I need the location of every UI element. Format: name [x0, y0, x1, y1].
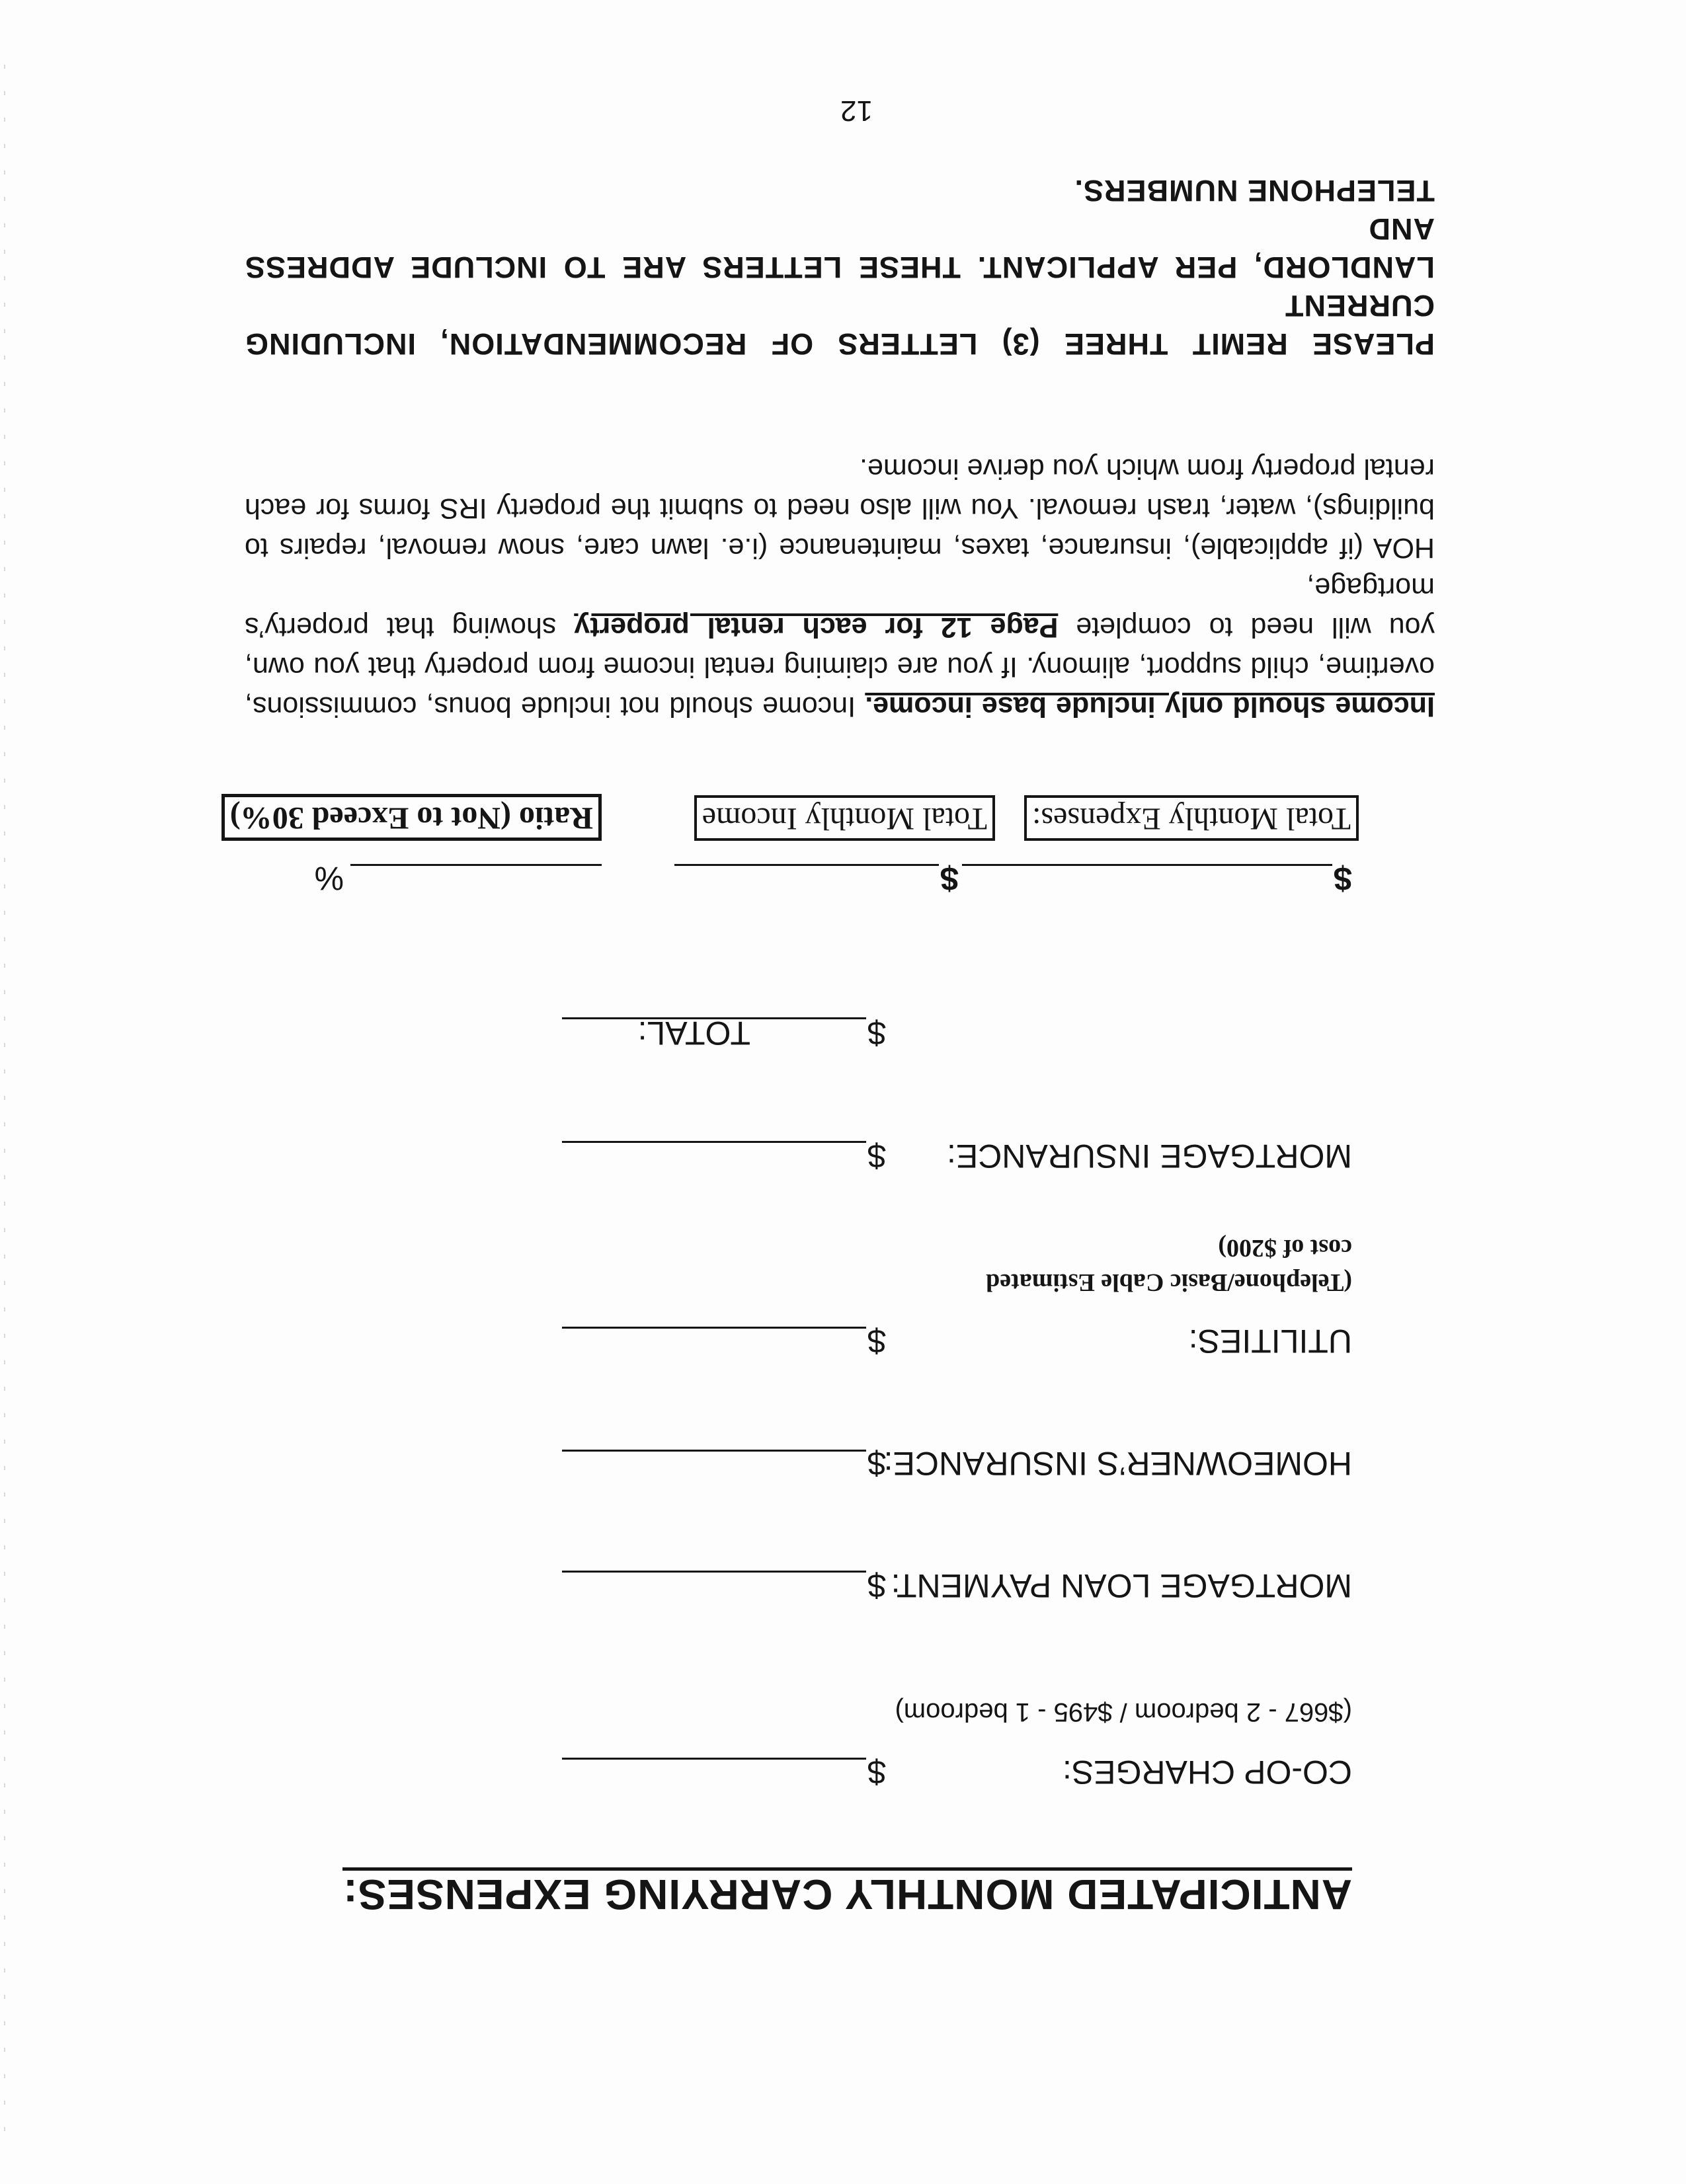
co-op-charges-field[interactable]	[562, 1758, 866, 1760]
recommendation-notice-line-2: LANDLORD, PER APPLICANT. THESE LETTERS ARE TO INCLUDE ADDRESS AND	[245, 212, 1435, 284]
form-title: ANTICIPATED MONTHLY CARRYING EXPENSES:	[342, 1867, 1352, 1916]
total-monthly-income-label: Total Monthly Income	[694, 795, 995, 841]
co-op-charges-note: ($667 - 2 bedroom / $495 - 1 bedroom)	[895, 1697, 1352, 1727]
mortgage-loan-payment-dollar: $	[867, 1567, 886, 1604]
homeowners-insurance-field[interactable]	[562, 1450, 866, 1452]
total-field[interactable]	[562, 1017, 866, 1019]
recommendation-notice	[245, 171, 1435, 363]
total-monthly-income-dollar: $	[940, 860, 959, 897]
mortgage-insurance-field[interactable]	[562, 1141, 866, 1143]
income-note-line3-post: showing that property’s mortgage,	[245, 572, 1435, 643]
income-note-line-4: HOA (if applicable), insurance, taxes, maintenance (i.e. lawn care, snow removal, repairs to	[245, 532, 1435, 564]
mortgage-insurance-dollar: $	[867, 1138, 886, 1175]
income-note-line-3	[245, 568, 1435, 647]
recommendation-notice-line-3: TELEPHONE NUMBERS.	[1074, 174, 1435, 208]
total-monthly-income-field[interactable]	[674, 864, 939, 866]
recommendation-notice-line-1: PLEASE REMIT THREE (3) LETTERS OF RECOMMENDATION, INCLUDING CURRENT	[245, 289, 1435, 361]
total-monthly-expenses-label: Total Monthly Expenses:	[1024, 795, 1359, 841]
page-number: 12	[840, 95, 873, 127]
ratio-label: Ratio (Not to Exceed 30%)	[221, 794, 602, 841]
income-note-line3-emph: Page 12 for each rental property	[574, 611, 1059, 643]
utilities-note-line2: cost of $200)	[1218, 1234, 1352, 1262]
income-note-line1-rest: Income should not include bonus, commissions,	[245, 691, 865, 722]
utilities-dollar: $	[867, 1323, 886, 1360]
mortgage-loan-payment-field[interactable]	[562, 1571, 866, 1573]
mortgage-insurance-label: MORTGAGE INSURANCE:	[946, 1138, 1352, 1175]
co-op-charges-dollar: $	[867, 1754, 886, 1791]
income-note-line-1	[245, 687, 1435, 726]
income-note-line-6: rental property from which you derive income.	[860, 453, 1435, 485]
ratio-field[interactable]	[350, 864, 602, 866]
total-monthly-expenses-field[interactable]	[962, 864, 1332, 866]
income-note-line-5: buildings), water, trash removal. You will also need to submit the property IRS forms for each	[245, 492, 1435, 524]
mortgage-loan-payment-label: MORTGAGE LOAN PAYMENT:	[891, 1567, 1352, 1604]
income-note-line3-pre: you will need to complete	[1058, 611, 1435, 643]
income-note-lead: Income should only include base income.	[865, 691, 1435, 722]
total-dollar: $	[867, 1015, 886, 1052]
homeowners-insurance-label: HOMEOWNER’S INSURANCE:	[883, 1445, 1352, 1482]
utilities-label: UTILITIES:	[1188, 1323, 1352, 1360]
income-note-paragraph	[245, 449, 1435, 726]
co-op-charges-label: CO-OP CHARGES:	[1062, 1754, 1352, 1791]
scan-edge-artifact	[4, 56, 5, 2131]
homeowners-insurance-dollar: $	[867, 1445, 886, 1482]
ratio-percent: %	[314, 860, 344, 897]
total-monthly-expenses-dollar: $	[1334, 860, 1352, 897]
utilities-note-line1: (Telephone/Basic Cable Estimated	[986, 1268, 1352, 1296]
utilities-field[interactable]	[562, 1327, 866, 1329]
income-note-line-2: overtime, child support, alimony. If you are claiming rental income from property that you own,	[245, 651, 1435, 683]
total-label: TOTAL:	[637, 1015, 750, 1052]
